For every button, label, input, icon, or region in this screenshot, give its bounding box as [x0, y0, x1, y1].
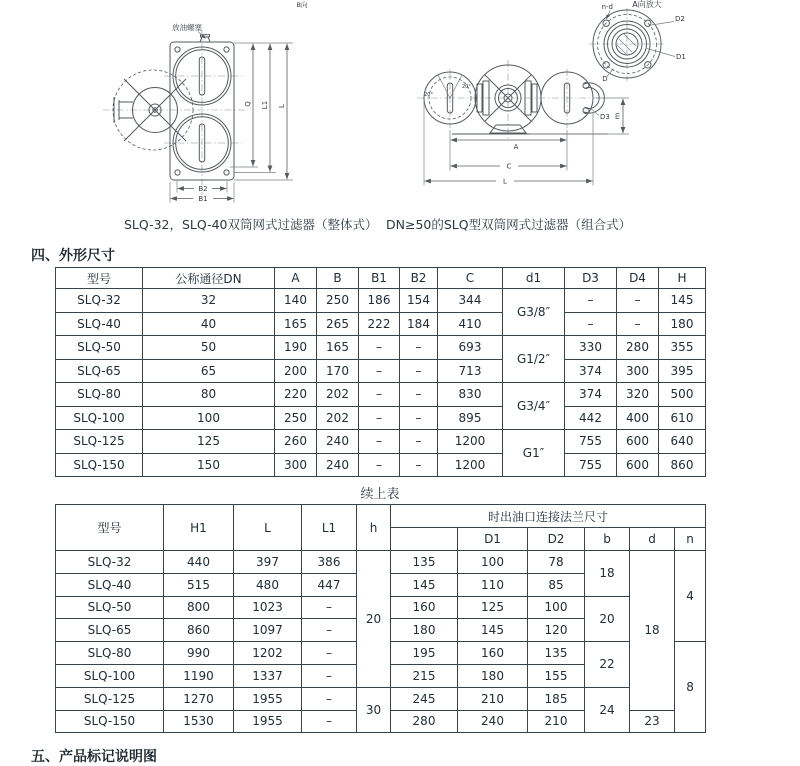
- table-cell: –: [400, 383, 438, 407]
- table-cell: G1″: [503, 430, 565, 477]
- table-cell: 100: [143, 406, 275, 430]
- table-row: [56, 453, 706, 477]
- table-cell: 1530: [164, 710, 234, 733]
- continued-dimensions-table: [55, 504, 706, 733]
- table-cell: 800: [164, 596, 234, 619]
- table-cell: 8: [675, 642, 706, 733]
- flange-group-header: 时出油口连接法兰尺寸: [391, 505, 706, 528]
- table-cell: 500: [659, 383, 706, 407]
- table-cell: 265: [317, 312, 359, 336]
- table-cell: 1190: [164, 664, 234, 687]
- table-cell: 330: [565, 336, 617, 360]
- table-cell: 150: [143, 453, 275, 477]
- table-cell: 18: [585, 551, 630, 597]
- table-cell: 220: [275, 383, 317, 407]
- table-cell: 135: [391, 551, 458, 574]
- dimensions-table: [55, 267, 706, 477]
- table-cell: G1/2″: [503, 336, 565, 383]
- column-header: [391, 528, 458, 551]
- table-cell: 50: [143, 336, 275, 360]
- table-cell: 1200: [438, 430, 503, 454]
- dim-label-d: D: [602, 75, 608, 83]
- bolt-count-label: n-d: [601, 3, 613, 11]
- table-cell: 170: [317, 359, 359, 383]
- table-cell: 1200: [438, 453, 503, 477]
- table-cell: 280: [391, 710, 458, 733]
- table-cell: SLQ-32: [56, 289, 143, 313]
- table-cell: G3/4″: [503, 383, 565, 430]
- drain-plug-label: 放油螺塞: [172, 23, 202, 32]
- table-cell: 180: [391, 619, 458, 642]
- table-cell: 145: [659, 289, 706, 313]
- dim-label-a: A: [513, 143, 519, 151]
- table-row: [56, 406, 706, 430]
- table-cell: 300: [275, 453, 317, 477]
- dim-label-m: m: [613, 112, 622, 120]
- table-cell: 154: [400, 289, 438, 313]
- dim-label-l-right: L: [503, 177, 507, 186]
- table-cell: –: [400, 430, 438, 454]
- table-cell: 610: [659, 406, 706, 430]
- table-cell: 22: [585, 642, 630, 688]
- column-header: C: [438, 268, 503, 289]
- table-cell: 355: [659, 336, 706, 360]
- table-row: [56, 289, 706, 313]
- table-cell: 374: [565, 359, 617, 383]
- technical-drawings: [0, 0, 800, 212]
- table-cell: 202: [317, 406, 359, 430]
- table-cell: 20: [585, 596, 630, 642]
- table-row: [56, 430, 706, 454]
- table-cell: 184: [400, 312, 438, 336]
- table-cell: SLQ-65: [56, 359, 143, 383]
- column-header: B: [317, 268, 359, 289]
- table-cell: 24: [585, 687, 630, 733]
- table-cell: 386: [302, 551, 357, 574]
- table-cell: G3/8″: [503, 289, 565, 336]
- table-cell: –: [302, 710, 357, 733]
- column-header: d1: [503, 268, 565, 289]
- table-cell: 320: [617, 383, 659, 407]
- table-cell: SLQ-150: [56, 453, 143, 477]
- table-cell: 640: [659, 430, 706, 454]
- table-cell: 250: [317, 289, 359, 313]
- dim-label-c: C: [506, 162, 512, 171]
- table-cell: 830: [438, 383, 503, 407]
- table-cell: 397: [234, 551, 302, 574]
- table-cell: –: [302, 642, 357, 665]
- table-cell: –: [302, 664, 357, 687]
- column-header: D1: [458, 528, 528, 551]
- column-header: L1: [302, 505, 357, 551]
- table-cell: SLQ-50: [56, 596, 164, 619]
- table-cell: 23: [630, 710, 675, 733]
- table-cell: 140: [275, 289, 317, 313]
- dim-label-b1: B1: [198, 195, 208, 203]
- table-cell: 1337: [234, 664, 302, 687]
- table-cell: 1023: [234, 596, 302, 619]
- table-cell: 515: [164, 573, 234, 596]
- column-header: A: [275, 268, 317, 289]
- table-cell: –: [302, 596, 357, 619]
- table-cell: –: [359, 453, 400, 477]
- table-cell: SLQ-150: [56, 710, 164, 733]
- table-cell: 160: [391, 596, 458, 619]
- table-cell: 400: [617, 406, 659, 430]
- dim-label-l: L: [278, 104, 286, 108]
- table-cell: 240: [317, 453, 359, 477]
- table-cell: 1202: [234, 642, 302, 665]
- table-row: [56, 359, 706, 383]
- column-header: d: [630, 528, 675, 551]
- table-cell: 125: [143, 430, 275, 454]
- table-cell: 215: [391, 664, 458, 687]
- angle-label-right: 20°: [462, 84, 471, 90]
- table-cell: 240: [317, 430, 359, 454]
- table-cell: –: [400, 453, 438, 477]
- table-cell: 1955: [234, 687, 302, 710]
- view-b-label: B向: [296, 1, 308, 9]
- table-cell: 65: [143, 359, 275, 383]
- table-cell: SLQ-65: [56, 619, 164, 642]
- column-header: H: [659, 268, 706, 289]
- table-cell: SLQ-50: [56, 336, 143, 360]
- table-cell: SLQ-125: [56, 687, 164, 710]
- column-header: h: [357, 505, 391, 551]
- left-drawing-caption: SLQ-32，SLQ-40双筒网式过滤器（整体式）: [124, 217, 378, 232]
- dim-label-l1: L1: [261, 100, 269, 110]
- table-cell: 20: [357, 551, 391, 688]
- column-header: 型号: [56, 505, 164, 551]
- table-cell: –: [302, 619, 357, 642]
- right-drawing-caption: DN≥50的SLQ型双筒网式过滤器（组合式）: [386, 217, 632, 232]
- table-cell: 85: [528, 573, 585, 596]
- table-cell: 600: [617, 453, 659, 477]
- table-cell: SLQ-80: [56, 383, 143, 407]
- table-cell: 180: [458, 664, 528, 687]
- table-cell: 300: [617, 359, 659, 383]
- table-cell: 210: [528, 710, 585, 733]
- table-row: [56, 336, 706, 360]
- table-cell: SLQ-80: [56, 642, 164, 665]
- column-header: D2: [528, 528, 585, 551]
- table-cell: –: [400, 359, 438, 383]
- column-header: 型号: [56, 268, 143, 289]
- table-cell: 447: [302, 573, 357, 596]
- angle-label-left: 20°: [424, 92, 433, 98]
- table-cell: 250: [275, 406, 317, 430]
- table-cell: 280: [617, 336, 659, 360]
- table-cell: 125: [458, 596, 528, 619]
- table-cell: 145: [458, 619, 528, 642]
- table-cell: 755: [565, 453, 617, 477]
- dim-label-q: Q: [244, 101, 252, 107]
- table-cell: –: [359, 336, 400, 360]
- table-cell: 1955: [234, 710, 302, 733]
- table-cell: 344: [438, 289, 503, 313]
- table-cell: SLQ-40: [56, 312, 143, 336]
- column-header: 公称通径DN: [143, 268, 275, 289]
- table-cell: SLQ-100: [56, 664, 164, 687]
- table-cell: –: [617, 289, 659, 313]
- table-cell: 1270: [164, 687, 234, 710]
- dim-label-b2: B2: [198, 185, 208, 193]
- section-dimensions-heading: 四、外形尺寸: [31, 248, 115, 264]
- table-cell: 186: [359, 289, 400, 313]
- column-header: b: [585, 528, 630, 551]
- table-cell: 713: [438, 359, 503, 383]
- dim-label-d2: D2: [675, 15, 685, 23]
- column-header: L: [234, 505, 302, 551]
- column-header: B1: [359, 268, 400, 289]
- table-cell: 240: [458, 710, 528, 733]
- table-cell: 260: [275, 430, 317, 454]
- table-cell: 860: [659, 453, 706, 477]
- table-cell: 110: [458, 573, 528, 596]
- dim-label-d1: D1: [676, 53, 686, 61]
- column-header: H1: [164, 505, 234, 551]
- table-cell: 32: [143, 289, 275, 313]
- table-cell: –: [400, 336, 438, 360]
- dim-label-d3: D3: [600, 113, 610, 121]
- table-cell: 4: [675, 551, 706, 642]
- table-cell: 410: [438, 312, 503, 336]
- continued-table-note: 续上表: [360, 487, 400, 502]
- table-row: [56, 383, 706, 407]
- table-cell: 1097: [234, 619, 302, 642]
- table-cell: 200: [275, 359, 317, 383]
- section-next-heading: 五、产品标记说明图: [31, 749, 157, 765]
- table-cell: 442: [565, 406, 617, 430]
- table-cell: 860: [164, 619, 234, 642]
- table-cell: 40: [143, 312, 275, 336]
- table-cell: –: [565, 289, 617, 313]
- table-cell: SLQ-100: [56, 406, 143, 430]
- table-cell: 78: [528, 551, 585, 574]
- table-cell: –: [565, 312, 617, 336]
- table-row: [56, 687, 706, 710]
- table-cell: 190: [275, 336, 317, 360]
- table-cell: 80: [143, 383, 275, 407]
- table-cell: 990: [164, 642, 234, 665]
- table-row: [56, 312, 706, 336]
- table-cell: 245: [391, 687, 458, 710]
- table-cell: 180: [659, 312, 706, 336]
- table-cell: 100: [528, 596, 585, 619]
- table2-header-row-1: [56, 505, 706, 528]
- table-cell: 202: [317, 383, 359, 407]
- table-cell: SLQ-40: [56, 573, 164, 596]
- table-cell: 600: [617, 430, 659, 454]
- table-cell: 755: [565, 430, 617, 454]
- right-drawing: [417, 0, 686, 186]
- column-header: D3: [565, 268, 617, 289]
- table-cell: 30: [357, 687, 391, 733]
- column-header: n: [675, 528, 706, 551]
- table-cell: 120: [528, 619, 585, 642]
- enlarged-view-label: A向放大: [632, 0, 662, 9]
- table-cell: 100: [458, 551, 528, 574]
- table-cell: 895: [438, 406, 503, 430]
- table-cell: 693: [438, 336, 503, 360]
- table-cell: SLQ-125: [56, 430, 143, 454]
- table-cell: 395: [659, 359, 706, 383]
- table-cell: 440: [164, 551, 234, 574]
- table-cell: –: [359, 430, 400, 454]
- table-cell: –: [617, 312, 659, 336]
- table-cell: 155: [528, 664, 585, 687]
- table-cell: 210: [458, 687, 528, 710]
- table-cell: 195: [391, 642, 458, 665]
- column-header: B2: [400, 268, 438, 289]
- table-cell: SLQ-32: [56, 551, 164, 574]
- left-drawing: [103, 0, 308, 203]
- table-cell: –: [400, 406, 438, 430]
- table-cell: –: [359, 359, 400, 383]
- table-cell: –: [359, 406, 400, 430]
- table-cell: 18: [630, 551, 675, 711]
- table-cell: –: [359, 383, 400, 407]
- table-cell: 165: [317, 336, 359, 360]
- column-header: D4: [617, 268, 659, 289]
- table-cell: 135: [528, 642, 585, 665]
- table-row: [56, 551, 706, 574]
- table-cell: 145: [391, 573, 458, 596]
- table-cell: 480: [234, 573, 302, 596]
- table-cell: 185: [528, 687, 585, 710]
- table-cell: 165: [275, 312, 317, 336]
- table-cell: 222: [359, 312, 400, 336]
- table-cell: 374: [565, 383, 617, 407]
- table-cell: –: [302, 687, 357, 710]
- table1-header-row: [56, 268, 706, 289]
- table-cell: 160: [458, 642, 528, 665]
